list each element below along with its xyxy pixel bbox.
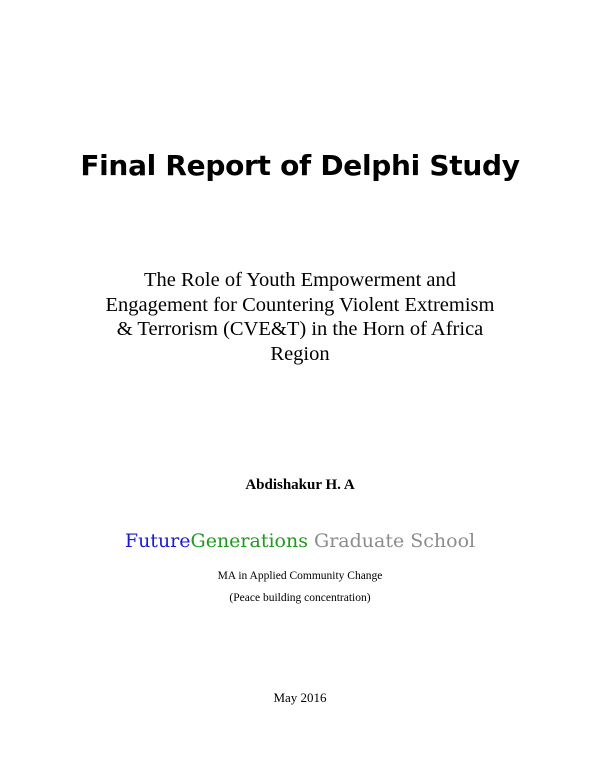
author-name: Abdishakur H. A <box>245 477 355 493</box>
school-name-future: Future <box>124 530 191 552</box>
report-date: May 2016 <box>273 690 327 705</box>
subtitle-line: & Terrorism (CVE&T) in the Horn of Africa <box>116 318 484 340</box>
subtitle-line: The Role of Youth Empowerment and <box>143 269 456 291</box>
subtitle-line: Engagement for Countering Violent Extremism <box>105 293 495 316</box>
document-subtitle <box>60 268 540 366</box>
program-info <box>0 565 600 609</box>
school-name <box>0 527 600 555</box>
program-degree: MA in Applied Community Change <box>217 570 383 582</box>
school-name-generations: Generations <box>190 530 308 552</box>
school-name-graduate-school: Graduate School <box>314 530 476 552</box>
document-title: Final Report of Delphi Study <box>80 149 520 182</box>
subtitle-line: Region <box>270 342 330 365</box>
program-concentration: (Peace building concentration) <box>229 592 371 604</box>
